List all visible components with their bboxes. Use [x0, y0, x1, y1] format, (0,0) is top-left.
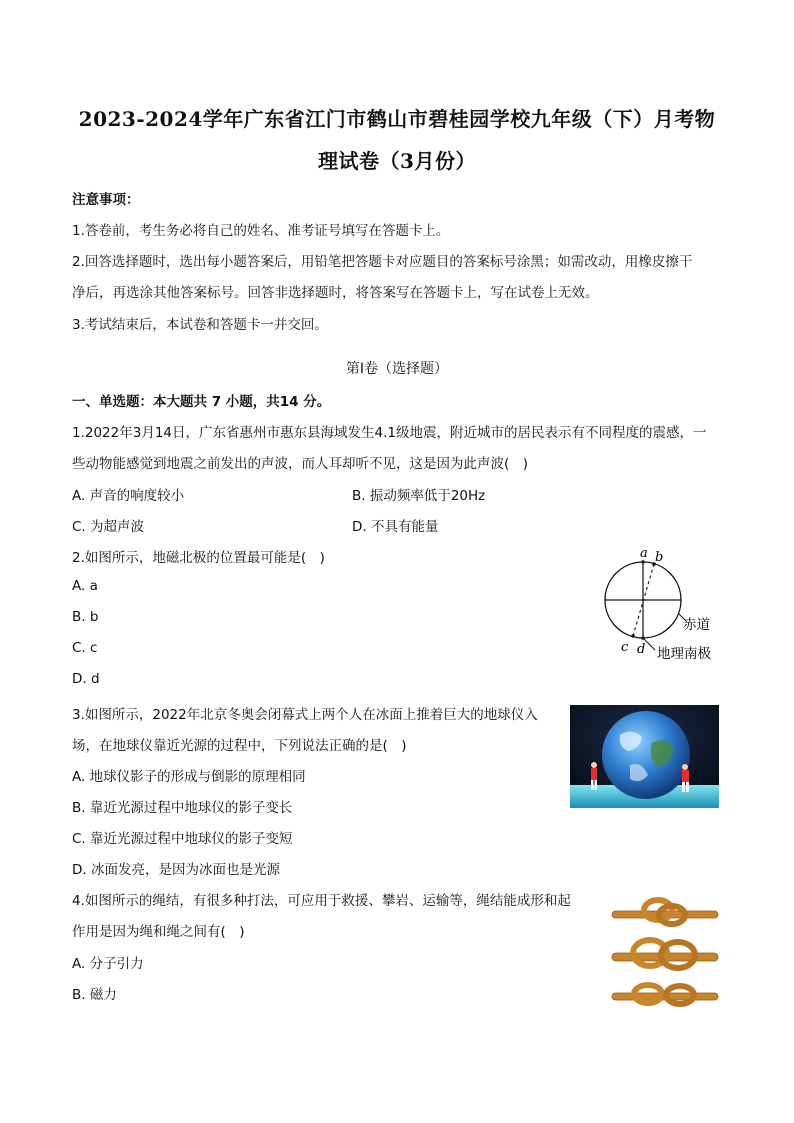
question-4-stem-cont: 作用是因为绳和绳之间有( ) [72, 924, 245, 940]
q2-option-c: C. c [72, 640, 98, 656]
label-c: c [621, 640, 629, 655]
question-3-stem-cont: 场，在地球仪靠近光源的过程中，下列说法正确的是( ) [72, 738, 407, 754]
earth-magnetic-diagram [596, 540, 726, 665]
notice-item: 净后，再选涂其他答案标号。回答非选择题时，将答案写在答题卡上，写在试卷上无效。 [72, 285, 599, 301]
notice-item: 2.回答选择题时，选出每小题答案后，用铅笔把答题卡对应题目的答案标号涂黑；如需改动，用橡皮擦干 [72, 254, 693, 270]
question-1-stem-cont: 些动物能感觉到地震之前发出的声波，而人耳却听不见，这是因为此声波( ) [72, 456, 529, 472]
q1-option-d: D. 不具有能量 [352, 519, 439, 535]
label-d: d [637, 642, 646, 657]
question-2-stem: 2.如图所示，地磁北极的位置最可能是( ) [72, 550, 325, 566]
part-heading: 一、单选题：本大题共 7 小题，共14 分。 [72, 394, 331, 410]
q3-option-a: A. 地球仪影子的形成与倒影的原理相同 [72, 769, 306, 785]
q1-option-a: A. 声音的响度较小 [72, 488, 185, 504]
notice-item: 1.答卷前，考生务必将自己的姓名、准考证号填写在答题卡上。 [72, 223, 450, 239]
q3-option-d: D. 冰面发亮，是因为冰面也是光源 [72, 862, 280, 878]
rope-knots-picture [610, 893, 720, 1013]
q3-option-c: C. 靠近光源过程中地球仪的影子变短 [72, 831, 293, 847]
q2-option-a: A. a [72, 578, 98, 594]
globe [602, 711, 690, 799]
notice-heading: 注意事项： [72, 192, 140, 208]
q4-option-a: A. 分子引力 [72, 956, 144, 972]
label-a: a [640, 546, 648, 561]
q3-option-b: B. 靠近光源过程中地球仪的影子变长 [72, 800, 293, 816]
q2-option-b: B. b [72, 609, 99, 625]
knot-2 [612, 940, 718, 968]
knot-1 [612, 900, 718, 924]
notice-item: 3.考试结束后，本试卷和答题卡一并交回。 [72, 317, 328, 333]
q1-option-b: B. 振动频率低于20Hz [352, 488, 486, 504]
q2-option-d: D. d [72, 671, 100, 687]
knot-3 [612, 985, 718, 1004]
q4-option-b: B. 磁力 [72, 987, 117, 1003]
question-1-stem: 1.2022年3月14日，广东省惠州市惠东县海域发生4.1级地震，附近城市的居民表示有不同程度的震感，一 [72, 425, 707, 441]
point-c [631, 634, 635, 638]
question-3-stem: 3.如图所示，2022年北京冬奥会闭幕式上两个人在冰面上推着巨大的地球仪入 [72, 707, 538, 723]
label-b: b [655, 550, 664, 565]
q1-option-c: C. 为超声波 [72, 519, 145, 535]
section-title: 第Ⅰ卷（选择题） [345, 361, 449, 377]
giant-globe-photo [570, 705, 719, 808]
label-equator: 赤道 [683, 617, 710, 633]
label-south-pole: 地理南极 [657, 646, 711, 662]
exam-title-line2: 理试卷（3月份） [318, 149, 476, 173]
exam-title-line1: 2023-2024学年广东省江门市鹤山市碧桂园学校九年级（下）月考物 [78, 107, 716, 131]
question-4-stem: 4.如图所示的绳结，有很多种打法，可应用于救援、攀岩、运输等，绳结能成形和起 [72, 893, 571, 909]
